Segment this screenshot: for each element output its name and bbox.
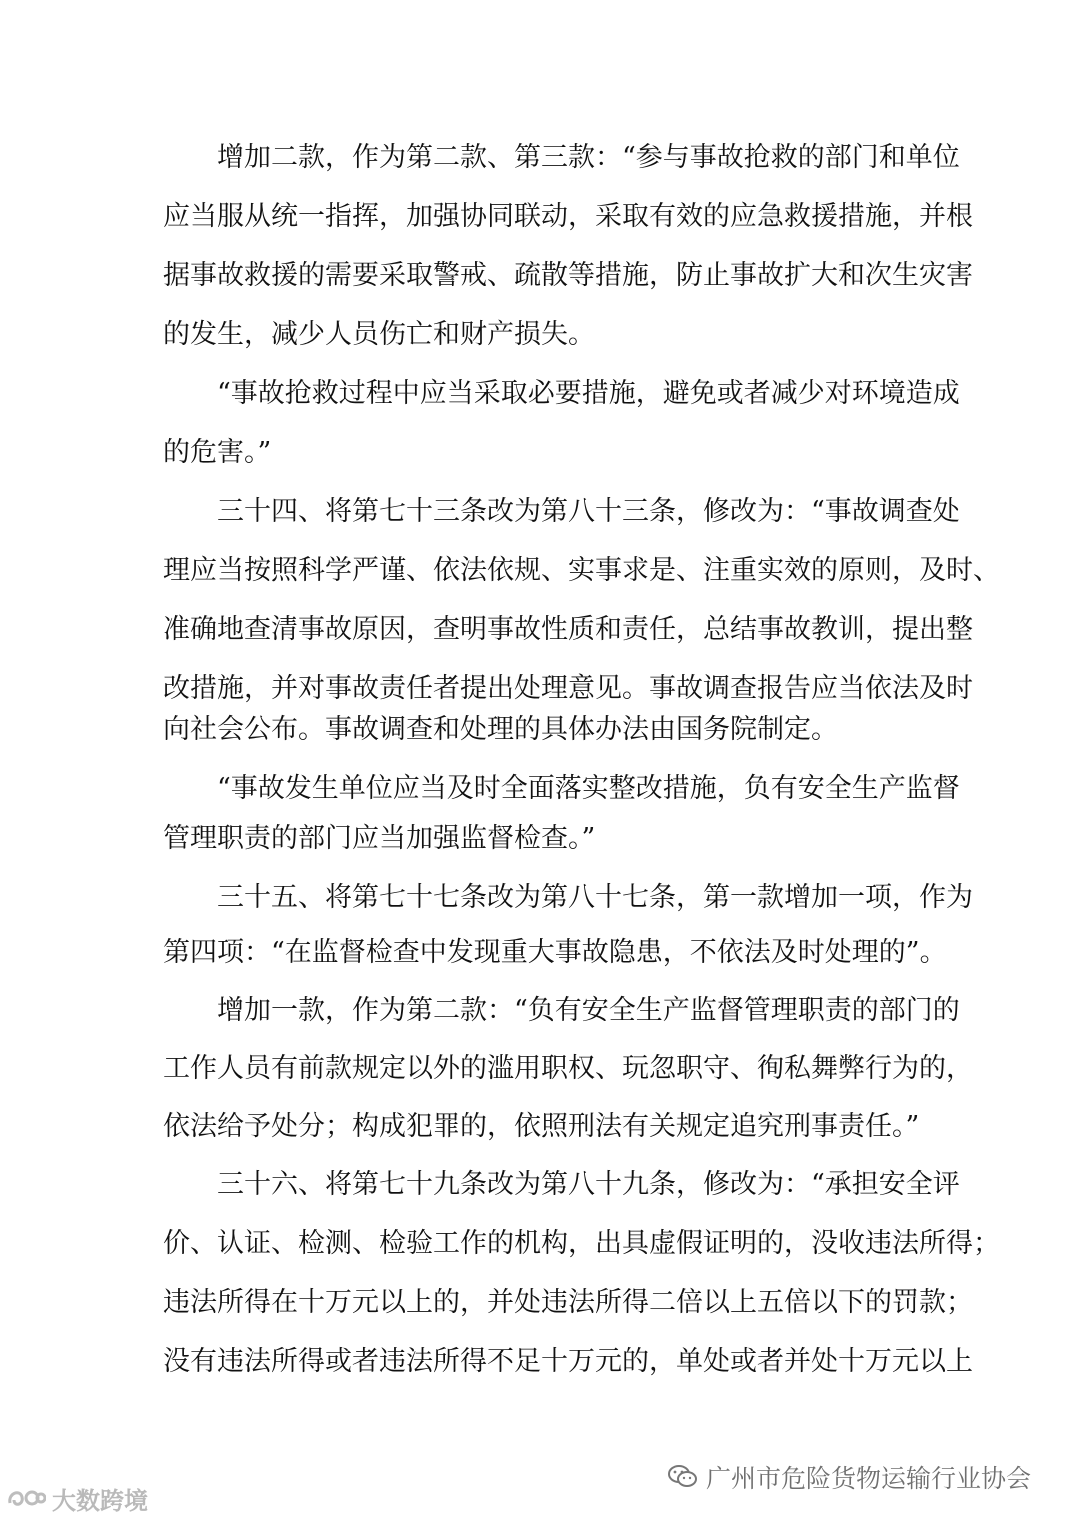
wechat-icon — [668, 1464, 698, 1490]
brand-watermark — [6, 1478, 148, 1518]
wechat-account-watermark — [668, 1457, 1031, 1497]
text-line: 管理职责的部门应当加强监督检查。” — [163, 823, 596, 854]
text-line: 准确地查清事故原因，查明事故性质和责任，总结事故教训，提出整 — [163, 614, 973, 645]
text-line: 第四项：“在监督检查中发现重大事故隐患，不依法及时处理的”。 — [163, 937, 947, 968]
watermark-brand-name: 大数跨境 — [52, 1486, 148, 1515]
text-line: 应当服从统一指挥，加强协同联动，采取有效的应急救援措施，并根 — [163, 201, 973, 232]
text-line: 工作人员有前款规定以外的滥用职权、玩忽职守、徇私舞弊行为的， — [163, 1053, 973, 1084]
text-line: 没有违法所得或者违法所得不足十万元的，单处或者并处十万元以上 — [163, 1346, 973, 1377]
text-line: 的发生，减少人员伤亡和财产损失。 — [163, 319, 595, 350]
text-line: 据事故救援的需要采取警戒、疏散等措施，防止事故扩大和次生灾害 — [163, 260, 973, 291]
text-line: 增加二款，作为第二款、第三款：“参与事故抢救的部门和单位 — [217, 142, 960, 173]
text-line: 改措施，并对事故责任者提出处理意见。事故调查报告应当依法及时 — [163, 673, 973, 704]
text-line: 的危害。” — [163, 437, 272, 468]
text-line: 三十四、将第七十三条改为第八十三条，修改为：“事故调查处 — [217, 496, 960, 527]
text-line: 价、认证、检测、检验工作的机构，出具虚假证明的，没收违法所得； — [163, 1228, 1000, 1259]
text-line: 向社会公布。事故调查和处理的具体办法由国务院制定。 — [163, 714, 838, 745]
text-line: 理应当按照科学严谨、依法依规、实事求是、注重实效的原则，及时、 — [163, 555, 1000, 586]
text-line: 增加一款，作为第二款：“负有安全生产监督管理职责的部门的 — [217, 995, 960, 1026]
swirl-logo-icon — [6, 1485, 46, 1511]
text-line: 三十五、将第七十七条改为第八十七条，第一款增加一项，作为 — [217, 882, 973, 913]
watermark-account-name: 广州市危险货物运输行业协会 — [706, 1464, 1032, 1493]
text-line: 三十六、将第七十九条改为第八十九条，修改为：“承担安全评 — [217, 1169, 960, 1200]
text-line: 违法所得在十万元以上的，并处违法所得二倍以上五倍以下的罚款； — [163, 1287, 973, 1318]
text-line: 依法给予处分；构成犯罪的，依照刑法有关规定追究刑事责任。” — [163, 1111, 920, 1142]
text-line: “事故发生单位应当及时全面落实整改措施，负有安全生产监督 — [217, 773, 960, 804]
text-line: “事故抢救过程中应当采取必要措施，避免或者减少对环境造成 — [217, 378, 960, 409]
